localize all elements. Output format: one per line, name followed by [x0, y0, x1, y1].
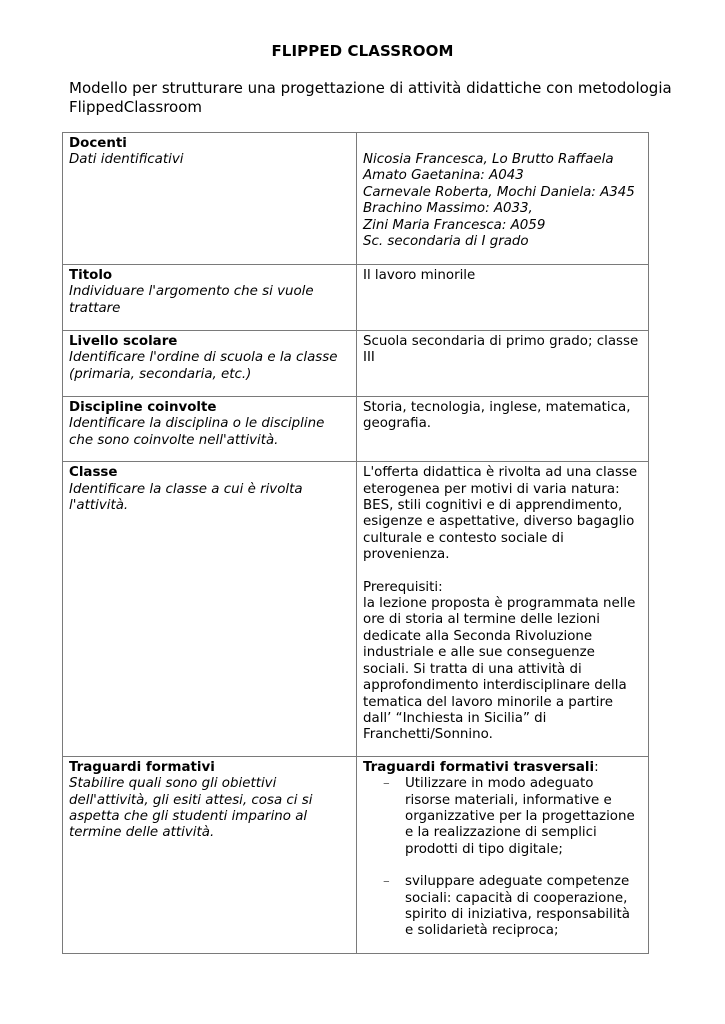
- row-label-cell: [63, 756, 357, 953]
- teacher-line: Carnevale Roberta, Mochi Daniela: A345: [363, 184, 635, 200]
- row-description: Identificare la classe a cui è rivolta l'attività.: [69, 481, 303, 514]
- row-label-cell: [63, 265, 357, 331]
- row-label: Docenti: [69, 136, 127, 151]
- teacher-line: Nicosia Francesca, Lo Brutto Raffaela: [363, 152, 614, 167]
- row-description: Dati identificativi: [69, 152, 184, 168]
- row-label: Discipline coinvolte: [69, 400, 217, 415]
- goals-list: [363, 776, 642, 940]
- row-value-cell: [357, 133, 649, 265]
- row-label: Titolo: [69, 268, 113, 283]
- list-item: – sviluppare adeguate competenze sociali: capacità di cooperazione, spirito di iniziativa, responsabilità e solidarietà reciproca;: [405, 874, 642, 940]
- row-value-cell: [357, 756, 649, 953]
- goals-heading-suffix: :: [594, 759, 599, 775]
- row-label-cell: [63, 397, 357, 462]
- prerequisites-text: la lezione proposta è programmata nelle ore di storia al termine delle lezioni dedicate alla Seconda Rivoluzione industriale e alle sue conseguenze sociali. Si tratta di una attività di approfondimento interdisciplinare della tematica del lavoro minorile a partire dall’ “Inchiesta in Sicilia” di Franchetti/Sonnino.: [363, 596, 636, 743]
- table-row-discipline: [63, 397, 649, 462]
- table-row-classe: [63, 462, 649, 757]
- row-value-cell: [357, 331, 649, 397]
- class-description: L'offerta didattica è rivolta ad una classe eterogenea per motivi di varia natura: BES, stili cognitivi e di apprendimento, esigenze e aspettative, diverso bagaglio culturale e contesto sociale di provenienza.: [363, 465, 638, 563]
- row-value-cell: [357, 397, 649, 462]
- row-description: Individuare l'argomento che si vuole trattare: [69, 284, 314, 316]
- row-value: Storia, tecnologia, inglese, matematica, geografia.: [363, 400, 631, 432]
- table-row-docenti: [63, 133, 649, 265]
- document-subtitle: Modello per strutturare una progettazione di attività didattiche con metodologia FlippedClassroom: [69, 79, 672, 116]
- row-value-cell: [357, 265, 649, 331]
- table-row-traguardi: [63, 756, 649, 953]
- row-label: Classe: [69, 465, 118, 481]
- project-table: [62, 132, 649, 954]
- row-value-cell: [357, 462, 649, 757]
- teacher-line: Brachino Massimo: A033,: [363, 201, 533, 217]
- row-label: Traguardi formativi: [69, 759, 215, 775]
- row-label-cell: [63, 133, 357, 265]
- row-label-cell: [63, 462, 357, 757]
- teacher-line: Zini Maria Francesca: A059: [363, 217, 546, 233]
- table-row-livello-scolare: [63, 331, 649, 397]
- list-item: – Utilizzare in modo adeguato risorse materiali, informative e organizzative per la progettazione e la realizzazione di semplici prodotti di tipo digitale;: [405, 776, 642, 858]
- document-title: FLIPPED CLASSROOM: [271, 42, 454, 60]
- row-value: Il lavoro minorile: [363, 268, 476, 283]
- row-label-cell: [63, 331, 357, 397]
- table-row-titolo: [63, 265, 649, 331]
- teacher-line: Sc. secondaria di I grado: [363, 234, 529, 250]
- row-description: Stabilire quali sono gli obiettivi dell'attività, gli esiti attesi, cosa ci si aspetta che gli studenti imparino al termine delle attività.: [69, 776, 313, 841]
- row-description: Identificare l'ordine di scuola e la classe (primaria, secondaria, etc.): [69, 350, 338, 382]
- row-value: Scuola secondaria di primo grado; classe III: [363, 334, 639, 366]
- row-description: Identificare la disciplina o le discipline che sono coinvolte nell'attività.: [69, 416, 325, 448]
- goals-heading-text: Traguardi formativi trasversali: [363, 759, 595, 775]
- teacher-line: Amato Gaetanina: A043: [363, 168, 524, 184]
- row-label: Livello scolare: [69, 334, 178, 349]
- goals-heading: [363, 760, 642, 776]
- prerequisites-heading: Prerequisiti:: [363, 579, 443, 595]
